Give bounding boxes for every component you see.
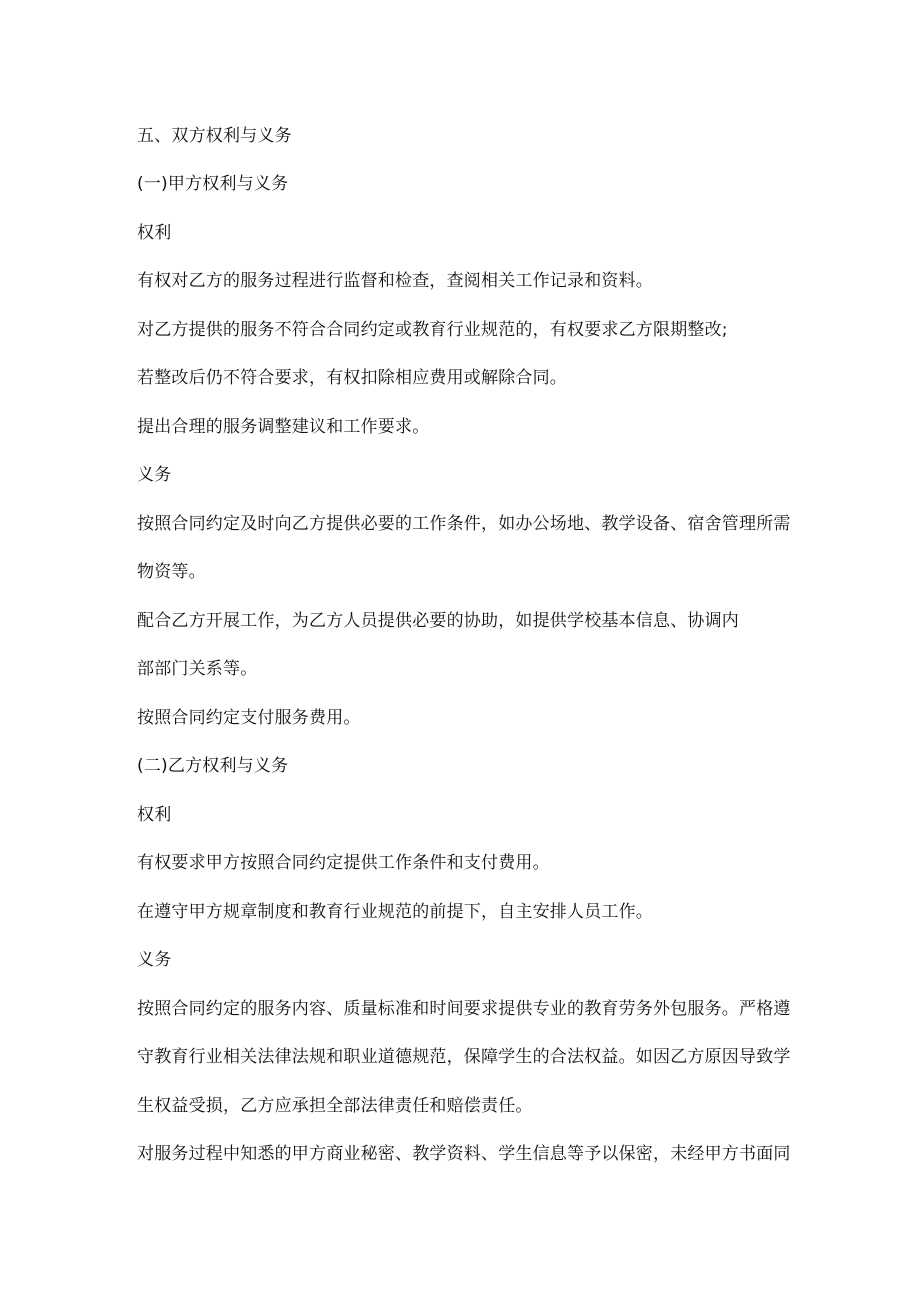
text-line: 生权益受损，乙方应承担全部法律责任和赔偿责任。 <box>137 1096 533 1116</box>
text-line: 若整改后仍不符合要求，有权扣除相应费用或解除合同。 <box>137 368 567 388</box>
rights-heading: 权利 <box>137 223 172 243</box>
obligations-heading: 义务 <box>137 950 172 970</box>
text-line: 物资等。 <box>137 562 206 582</box>
text-line: 守教育行业相关法律法规和职业道德规范，保障学生的合法权益。如因乙方原因导致学 <box>137 1047 791 1067</box>
text-line: 对乙方提供的服务不符合合同约定或教育行业规范的，有权要求乙方限期整改; <box>137 320 728 340</box>
text-line: 部部门关系等。 <box>137 659 258 679</box>
section-heading: 五、双方权利与义务 <box>137 126 292 146</box>
text-line: 有权要求甲方按照合同约定提供工作条件和支付费用。 <box>137 853 550 873</box>
text-line: 对服务过程中知悉的甲方商业秘密、教学资料、学生信息等予以保密，未经甲方书面同 <box>137 1144 791 1164</box>
subsection-heading-party-a: (一)甲方权利与义务 <box>137 174 289 194</box>
text-line: 按照合同约定的服务内容、质量标准和时间要求提供专业的教育劳务外包服务。严格遵 <box>137 999 791 1019</box>
obligations-heading: 义务 <box>137 465 172 485</box>
rights-heading: 权利 <box>137 805 172 825</box>
text-line: 按照合同约定支付服务费用。 <box>137 708 361 728</box>
subsection-heading-party-b: (二)乙方权利与义务 <box>137 756 289 776</box>
text-line: 有权对乙方的服务过程进行监督和检查，查阅相关工作记录和资料。 <box>137 271 653 291</box>
text-line: 配合乙方开展工作，为乙方人员提供必要的协助，如提供学校基本信息、协调内 <box>137 611 739 631</box>
text-line: 在遵守甲方规章制度和教育行业规范的前提下，自主安排人员工作。 <box>137 902 653 922</box>
text-line: 按照合同约定及时向乙方提供必要的工作条件，如办公场地、教学设备、宿舍管理所需 <box>137 514 791 534</box>
text-line: 提出合理的服务调整建议和工作要求。 <box>137 417 430 437</box>
